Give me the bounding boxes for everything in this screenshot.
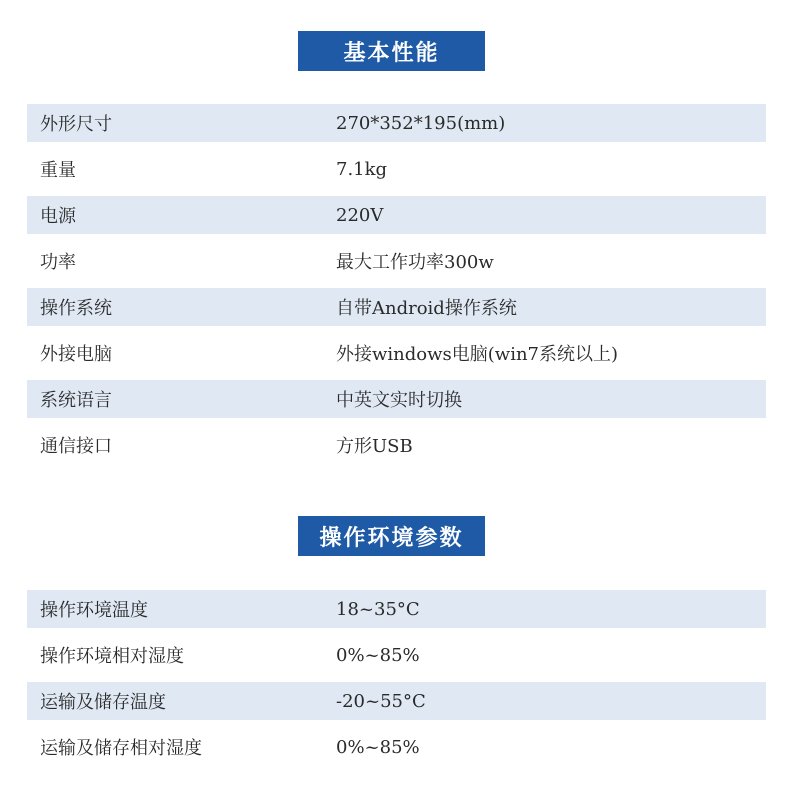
spec-row-operating-temperature [27,590,766,628]
spec-value: 270*352*195(mm) [336,112,506,134]
spec-value: 0%~85% [336,736,420,758]
spec-row-dimensions [27,104,766,142]
spec-value: 0%~85% [336,644,420,666]
spec-value: 18~35°C [336,598,420,620]
spec-row-power [27,242,766,280]
spec-label: 外接电脑 [40,344,112,365]
spec-row-language [27,380,766,418]
spec-value: 中英文实时切换 [336,390,462,411]
spec-label: 操作环境温度 [40,600,148,621]
spec-value: -20~55°C [336,690,426,712]
spec-row-weight [27,150,766,188]
spec-label: 运输及储存温度 [40,692,166,713]
spec-label: 操作环境相对湿度 [40,646,184,667]
spec-label: 系统语言 [40,390,112,411]
spec-value: 最大工作功率300w [336,252,494,273]
spec-label: 运输及储存相对湿度 [40,738,202,759]
section-title-basic-performance: 基本性能 [298,31,485,71]
spec-value: 外接windows电脑(win7系统以上) [336,344,619,365]
spec-value: 7.1kg [336,158,388,180]
spec-value: 220V [336,204,384,226]
spec-table-basic-performance [27,104,766,472]
spec-label: 通信接口 [40,436,112,457]
spec-value: 方形USB [336,436,413,457]
spec-label: 电源 [40,206,76,227]
spec-table-operating-environment [27,590,766,774]
spec-label: 操作系统 [40,298,112,319]
spec-row-power-supply [27,196,766,234]
spec-row-storage-temperature [27,682,766,720]
spec-value: 自带Android操作系统 [336,298,517,319]
spec-label: 重量 [40,160,76,181]
spec-row-external-pc [27,334,766,372]
spec-label: 外形尺寸 [40,114,112,135]
section-title-operating-environment: 操作环境参数 [298,516,485,556]
spec-row-os [27,288,766,326]
spec-row-storage-humidity [27,728,766,766]
spec-label: 功率 [40,252,76,273]
spec-row-interface [27,426,766,464]
spec-row-operating-humidity [27,636,766,674]
